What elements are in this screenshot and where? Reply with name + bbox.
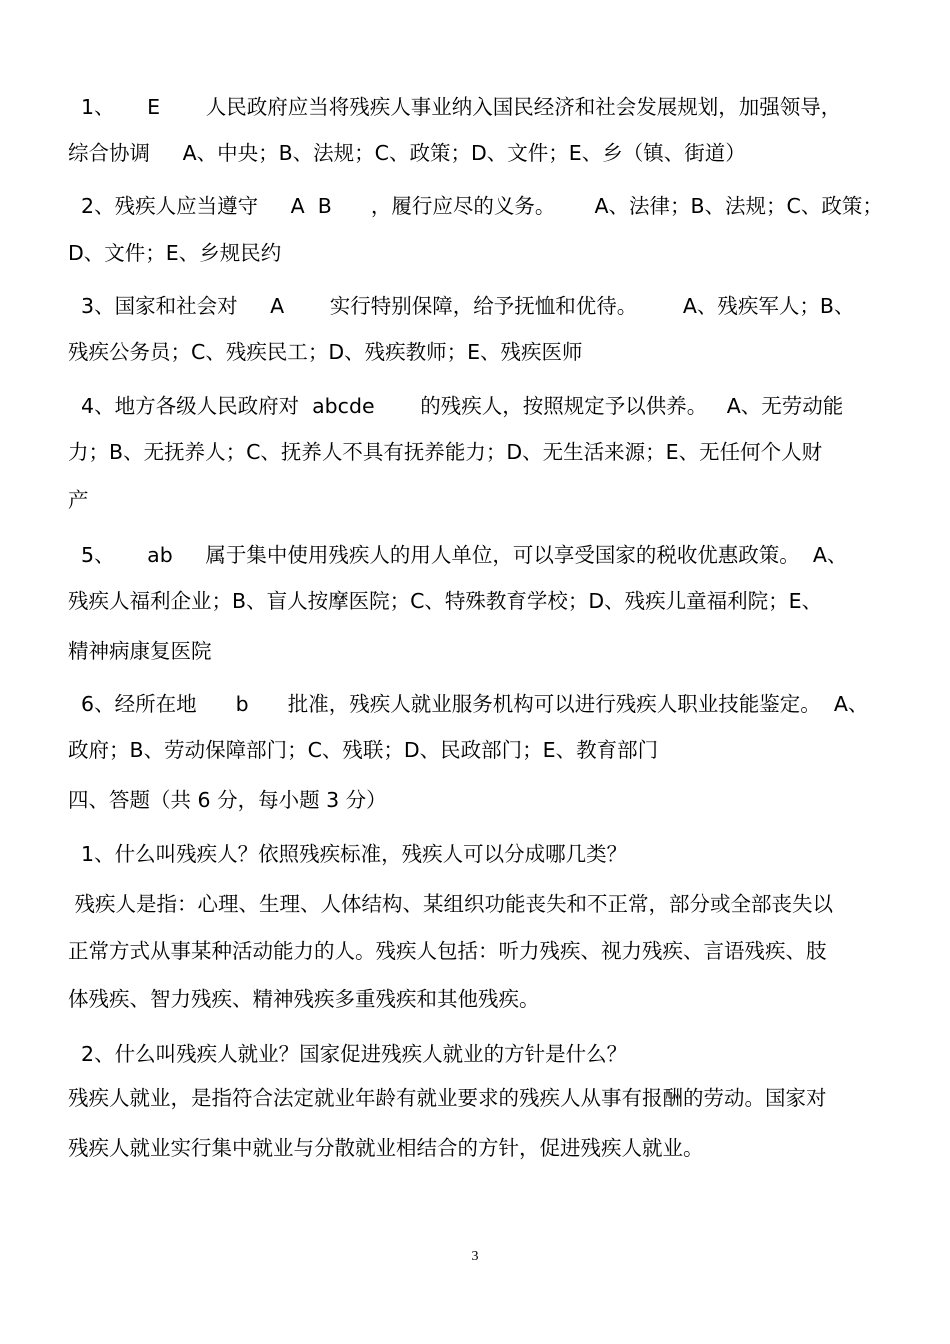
question-3-line-2: 残疾公务员；C、残疾民工；D、残疾教师；E、残疾医师 <box>68 340 583 364</box>
answer-2-line-1: 残疾人就业，是指符合法定就业年龄有就业要求的残疾人从事有报酬的劳动。国家对 <box>68 1086 827 1110</box>
question-6-line-1: 6、经所在地 b 批准，残疾人就业服务机构可以进行残疾人职业技能鉴定。 A、 <box>68 692 869 716</box>
question-5-line-1: 5、 ab 属于集中使用残疾人的用人单位，可以享受国家的税收优惠政策。 A、 <box>68 543 848 567</box>
question-1-line-2: 综合协调 A、中央；B、法规；C、政策；D、文件；E、乡（镇、街道） <box>68 141 746 165</box>
question-2-line-2: D、文件；E、乡规民约 <box>68 241 282 265</box>
page-number: 3 <box>471 1249 479 1264</box>
question-3-line-1: 3、国家和社会对 A 实行特别保障，给予抚恤和优待。 A、残疾军人；B、 <box>68 294 855 318</box>
question-4-line-1: 4、地方各级人民政府对 abcde 的残疾人，按照规定予以供养。 A、无劳动能 <box>68 394 844 418</box>
question-5-line-3: 精神病康复医院 <box>68 639 212 663</box>
question-5-line-2: 残疾人福利企业；B、盲人按摩医院；C、特殊教育学校；D、残疾儿童福利院；E、 <box>68 589 823 613</box>
question-6-line-2: 政府；B、劳动保障部门；C、残联；D、民政部门；E、教育部门 <box>68 738 659 762</box>
answer-1-line-1: 残疾人是指：心理、生理、人体结构、某组织功能丧失和不正常，部分或全部丧失以 <box>68 892 834 916</box>
question-4-line-3: 产 <box>68 488 89 512</box>
answer-2-question: 2、什么叫残疾人就业？国家促进残疾人就业的方针是什么？ <box>68 1042 628 1066</box>
question-2-line-1: 2、残疾人应当遵守 A B ，履行应尽的义务。 A、法律；B、法规；C、政策； <box>68 194 883 218</box>
answer-2-line-2: 残疾人就业实行集中就业与分散就业相结合的方针，促进残疾人就业。 <box>68 1136 704 1160</box>
answer-1-line-2: 正常方式从事某种活动能力的人。残疾人包括：听力残疾、视力残疾、言语残疾、肢 <box>68 939 827 963</box>
question-1-line-1: 1、 E 人民政府应当将残疾人事业纳入国民经济和社会发展规划，加强领导， <box>68 95 842 119</box>
section-heading: 四、答题（共 6 分，每小题 3 分） <box>68 788 387 812</box>
answer-1-question: 1、什么叫残疾人？依照残疾标准，残疾人可以分成哪几类？ <box>68 842 628 866</box>
question-4-line-2: 力；B、无抚养人；C、抚养人不具有抚养能力；D、无生活来源；E、无任何个人财 <box>68 440 823 464</box>
answer-1-line-3: 体残疾、智力残疾、精神残疾多重残疾和其他残疾。 <box>68 987 540 1011</box>
